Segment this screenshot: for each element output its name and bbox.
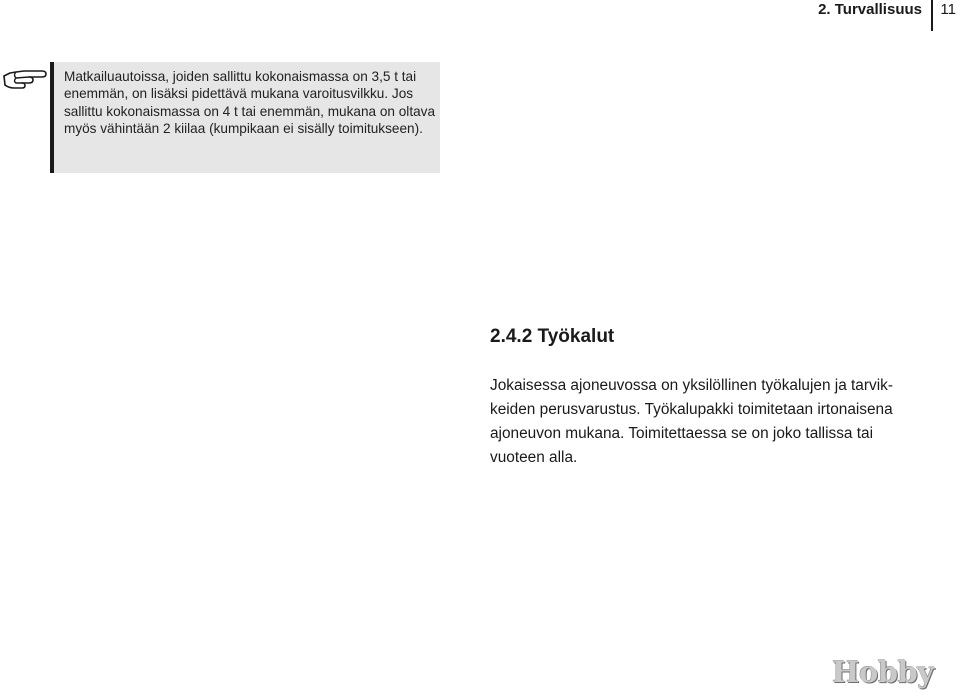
section-body: Jokaisessa ajoneuvossa on yksilöllinen työkalujen ja tarvikkeiden perusvarustus. Työkalupakki toimitetaan irtonaisena ajoneuvon mukana. Toimitettaessa se on joko tallissa tai vuoteen alla. — [490, 377, 893, 466]
header-divider — [931, 0, 933, 31]
page-header — [760, 0, 960, 30]
pointing-hand-icon — [2, 66, 48, 90]
section-heading: 2.4.2 Työkalut — [490, 326, 615, 347]
note-text: Matkailuautoissa, joiden sallittu kokonaismassa on 3,5 t tai enemmän, on lisäksi pidettävä mukana varoitusvilkku. Jos sallittu kokonaismassa on 4 t tai enemmän, mukana on oltava myös vähintään 2 kiilaa (kumpikaan ei sisälly toimitukseen). — [64, 69, 436, 136]
chapter-title: 2. Turvallisuus — [818, 1, 922, 18]
note-box — [50, 62, 440, 173]
hobby-logo: Hobby — [832, 655, 934, 689]
page-number: 11 — [940, 1, 956, 18]
